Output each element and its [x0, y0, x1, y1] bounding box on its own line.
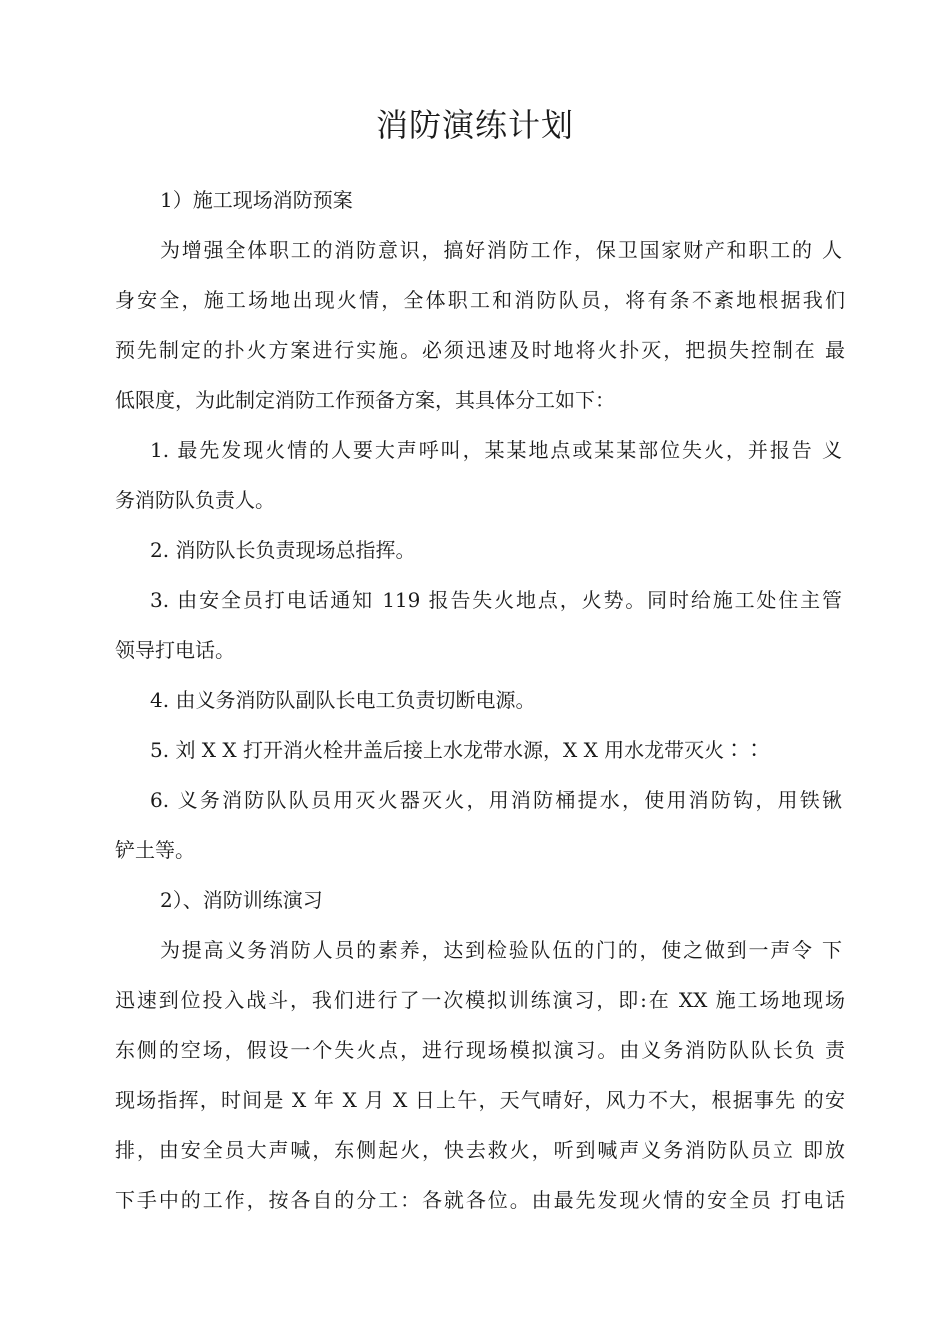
- paragraph-line: 低限度，为此制定消防工作预备方案，其具体分工如下：: [115, 388, 615, 412]
- document-title: 消防演练计划: [375, 106, 574, 144]
- list-item-3-continued: 领导打电话。: [115, 638, 235, 662]
- list-item-4: 4. 由义务消防队副队长电工负责切断电源。: [150, 688, 536, 712]
- paragraph-line: 东侧的空场，假设一个失火点，进行现场模拟演习。由义务消防队队长负 责: [115, 1038, 845, 1062]
- paragraph-line: 下手中的工作，按各自的分工：各就各位。由最先发现火情的安全员 打电话: [115, 1188, 845, 1212]
- paragraph-line: 现场指挥，时间是 X 年 X 月 X 日上午，天气晴好，风力不大，根据事先 的安: [115, 1088, 845, 1112]
- paragraph-line: 身安全，施工场地出现火情，全体职工和消防队员，将有条不紊地根据我们: [115, 288, 845, 312]
- list-item-3: 3. 由安全员打电话通知 119 报告失火地点，火势。同时给施工处住主管: [150, 588, 842, 612]
- list-item-1-continued: 务消防队负责人。: [115, 488, 275, 512]
- list-item-6: 6. 义务消防队队员用灭火器灭火，用消防桶提水，使用消防钩，用铁锹: [150, 788, 842, 812]
- section-heading-1: 1）施工现场消防预案: [160, 188, 353, 212]
- paragraph-line: 排，由安全员大声喊，东侧起火，快去救火，听到喊声义务消防队员立 即放: [115, 1138, 845, 1162]
- paragraph-line: 预先制定的扑火方案进行实施。必须迅速及时地将火扑灭，把损失控制在 最: [115, 338, 845, 362]
- paragraph-line: 为增强全体职工的消防意识，搞好消防工作，保卫国家财产和职工的 人: [160, 238, 842, 262]
- list-item-2: 2. 消防队长负责现场总指挥。: [150, 538, 416, 562]
- list-item-5: 5. 刘 X X 打开消火栓井盖后接上水龙带水源，X X 用水龙带灭火∶∶: [150, 738, 765, 762]
- list-item-1: 1. 最先发现火情的人要大声呼叫，某某地点或某某部位失火，并报告 义: [150, 438, 842, 462]
- section-heading-2: 2）、消防训练演习: [160, 888, 323, 912]
- paragraph-line: 迅速到位投入战斗，我们进行了一次模拟训练演习，即:在 XX 施工场地现场: [115, 988, 845, 1012]
- list-item-6-continued: 铲土等。: [115, 838, 195, 862]
- paragraph-line: 为提高义务消防人员的素养，达到检验队伍的门的，使之做到一声令 下: [160, 938, 842, 962]
